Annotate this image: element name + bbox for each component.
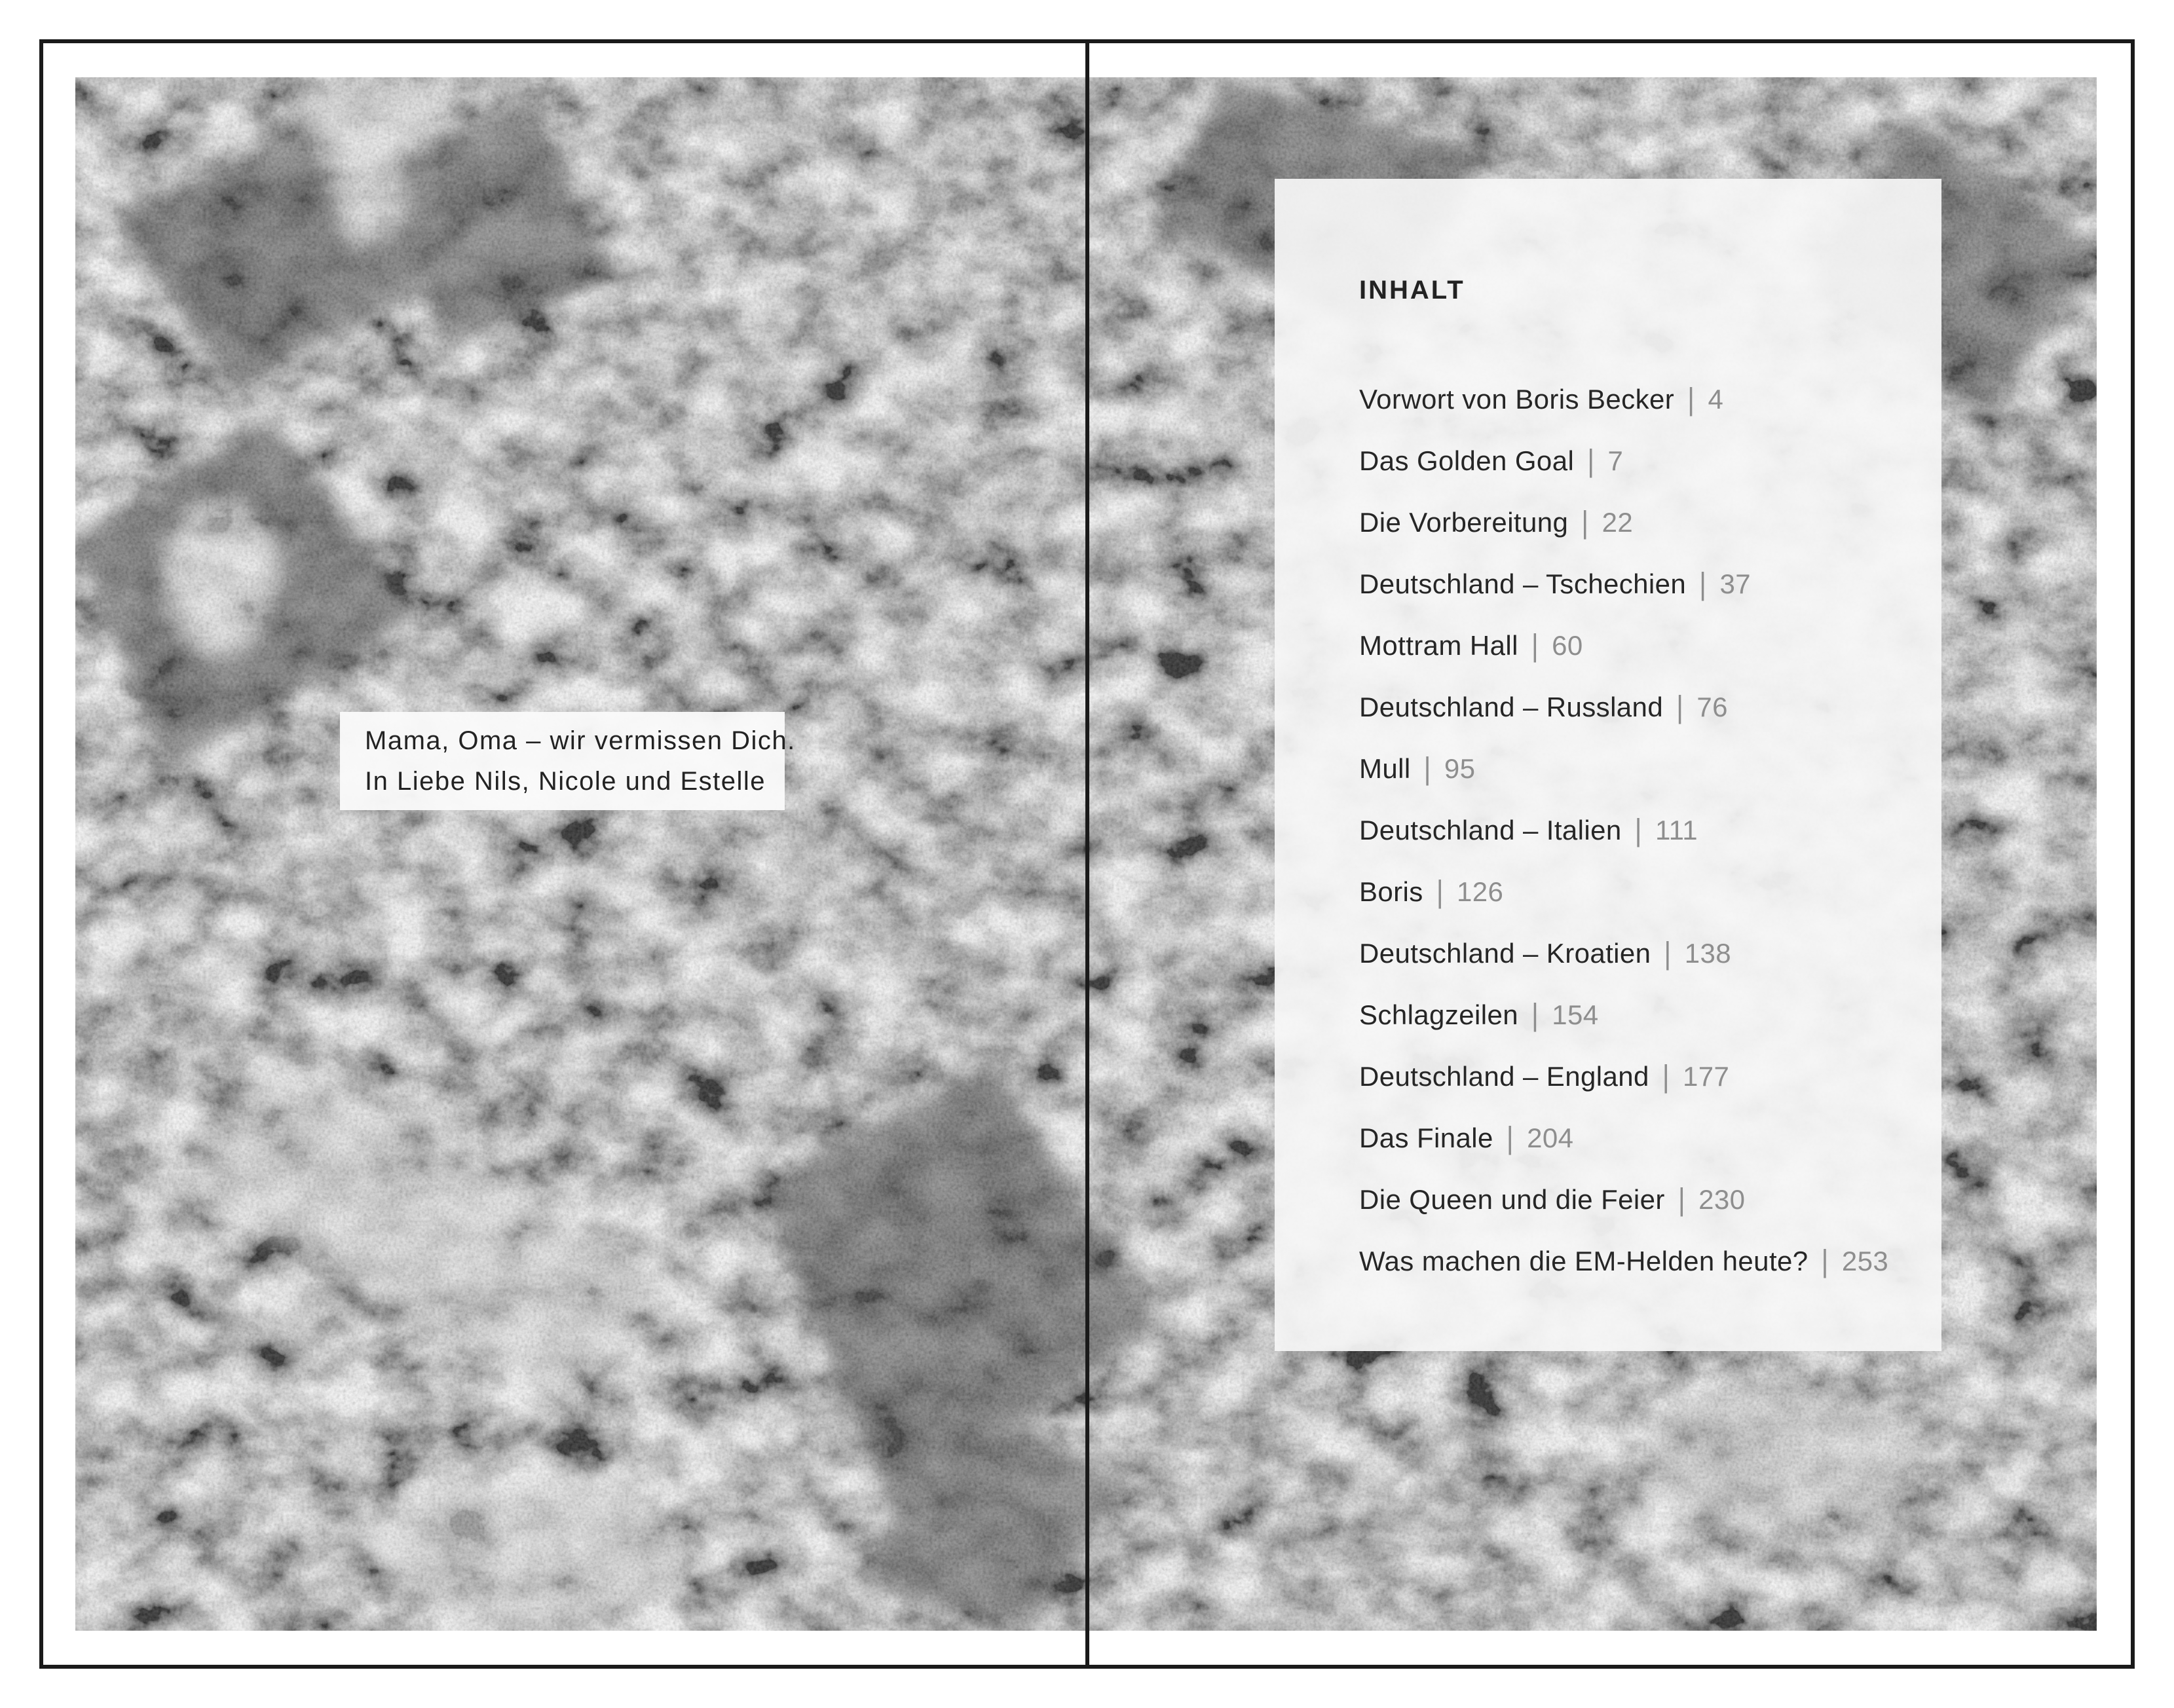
toc-entry-page: 204: [1527, 1123, 1574, 1153]
toc-entry-page: 126: [1457, 876, 1504, 907]
toc-entry-title: Mull: [1359, 753, 1411, 784]
toc-entry-page: 230: [1698, 1184, 1746, 1215]
toc-entry-title: Deutschland – Kroatien: [1359, 938, 1651, 969]
toc-entry-separator: |: [1687, 382, 1695, 417]
toc-entry-page: 37: [1719, 568, 1751, 599]
dedication-line-1: Mama, Oma – wir vermissen Dich.: [365, 726, 796, 755]
toc-entry-title: Deutschland – England: [1359, 1061, 1649, 1092]
toc-entry-separator: |: [1664, 936, 1672, 971]
toc-entry-separator: |: [1677, 1182, 1686, 1217]
toc-entry-title: Das Finale: [1359, 1123, 1493, 1153]
toc-entry-separator: |: [1587, 443, 1595, 478]
toc-entry-separator: |: [1423, 751, 1431, 786]
toc-entry-page: 95: [1444, 753, 1476, 784]
toc-entry-page: 111: [1655, 815, 1698, 845]
toc-entry-page: 60: [1552, 630, 1583, 661]
toc-entry-title: Deutschland – Tschechien: [1359, 568, 1687, 599]
toc-entry-title: Boris: [1359, 876, 1423, 907]
toc-entry-separator: |: [1662, 1059, 1670, 1094]
toc-entry-separator: |: [1821, 1244, 1829, 1278]
toc-entry-page: 22: [1602, 507, 1634, 538]
toc-entry-separator: |: [1581, 505, 1589, 540]
toc-entry-separator: |: [1699, 566, 1707, 601]
toc-entry-title: Das Golden Goal: [1359, 445, 1575, 476]
dedication-line-2: In Liebe Nils, Nicole und Estelle: [365, 767, 766, 796]
toc-entry-page: 154: [1552, 999, 1599, 1030]
toc-entry-page: 76: [1696, 692, 1728, 722]
toc-entry-separator: |: [1676, 690, 1684, 724]
toc-entry-page: 4: [1708, 384, 1724, 415]
toc-entry-title: Schlagzeilen: [1359, 999, 1518, 1030]
toc-entry-page: 7: [1607, 445, 1624, 476]
toc-entry-title: Mottram Hall: [1359, 630, 1518, 661]
toc-entry-title: Die Vorbereitung: [1359, 507, 1569, 538]
toc-entry-title: Die Queen und die Feier: [1359, 1184, 1665, 1215]
toc-entry-page: 177: [1683, 1061, 1730, 1092]
toc-entry-separator: |: [1531, 997, 1539, 1032]
toc-entry-page: 253: [1841, 1246, 1889, 1276]
toc-entry-page: 138: [1684, 938, 1732, 969]
toc-entry-title: Deutschland – Russland: [1359, 692, 1664, 722]
toc-entry-separator: |: [1634, 813, 1642, 847]
toc-entry-separator: |: [1436, 874, 1444, 909]
toc-entry-title: Vorwort von Boris Becker: [1359, 384, 1675, 415]
toc-entry-title: Deutschland – Italien: [1359, 815, 1622, 845]
toc-entry-title: Was machen die EM-Helden heute?: [1359, 1246, 1809, 1276]
toc-title: INHALT: [1359, 276, 1465, 305]
toc-entry-separator: |: [1506, 1121, 1514, 1155]
trim-frame: [39, 39, 2135, 1669]
toc-entry-separator: |: [1531, 628, 1539, 663]
